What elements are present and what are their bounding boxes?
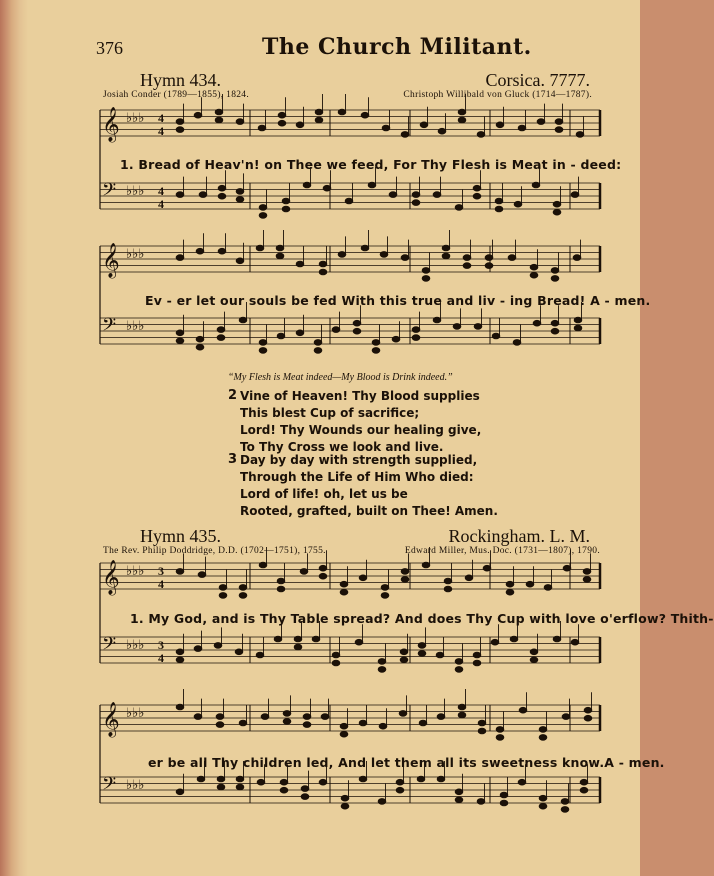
svg-text:3: 3 — [158, 638, 164, 652]
verse-line: This blest Cup of sacrifice; — [240, 406, 420, 420]
hymn-number: Hymn 434. — [140, 70, 221, 90]
treble-clef-icon: 𝄞 — [102, 702, 120, 737]
bass-clef-icon: 𝄢 — [102, 774, 117, 799]
tune-name: Corsica. 7777. — [485, 70, 590, 90]
lyric-line: er be all Thy children led, And let them all its sweetness know.A - men. — [148, 755, 665, 770]
svg-text:3: 3 — [158, 564, 164, 578]
flat-icon: ♭♭♭ — [126, 246, 145, 261]
svg-text:4: 4 — [158, 651, 164, 665]
lyric-line: Ev - er let our souls be fed With this true and liv - ing Bread! A - men. — [145, 293, 651, 308]
verse-lines — [240, 452, 498, 520]
running-title: The Church Militant. — [262, 34, 532, 60]
lyric-line: 1. Bread of Heav'n! on Thee we feed, For Thy Flesh is Meat in - deed: — [120, 157, 622, 172]
bass-clef-icon: 𝄢 — [102, 180, 117, 205]
tune-name: Rockingham. L. M. — [448, 526, 590, 546]
svg-text:4: 4 — [158, 124, 164, 138]
flat-icon: ♭♭♭ — [126, 563, 145, 578]
verse-line: Rooted, grafted, built on Thee! Amen. — [240, 504, 498, 518]
verse-line: Vine of Heaven! Thy Blood supplies — [240, 389, 480, 403]
verse-lines — [240, 388, 481, 456]
composer-credit: Edward Miller, Mus. Doc. (1731—1807), 1790. — [404, 546, 600, 556]
page-number: 376 — [96, 38, 123, 58]
author-credit: Josiah Conder (1789—1855), 1824. — [103, 90, 250, 100]
treble-clef-icon: 𝄞 — [102, 560, 120, 595]
verse-line: Lord! Thy Wounds our healing give, — [240, 423, 482, 437]
flat-icon: ♭♭♭ — [126, 705, 145, 720]
author-credit: The Rev. Philip Doddridge, D.D. (1702—1751), 1755. — [103, 546, 326, 556]
flat-icon: ♭♭♭ — [126, 637, 145, 652]
svg-text:4: 4 — [158, 184, 164, 198]
svg-text:4: 4 — [158, 197, 164, 211]
treble-clef-icon: 𝄞 — [102, 243, 120, 278]
verse-line: Day by day with strength supplied, — [240, 453, 478, 467]
flat-icon: ♭♭♭ — [126, 183, 145, 198]
flat-icon: ♭♭♭ — [126, 110, 145, 125]
svg-text:4: 4 — [158, 111, 164, 125]
bass-clef-icon: 𝄢 — [102, 315, 117, 340]
verse-line: To Thy Cross we look and live. — [240, 440, 444, 454]
flat-icon: ♭♭♭ — [126, 318, 145, 333]
verse-number: 2 — [228, 388, 238, 403]
hymn-number: Hymn 435. — [140, 526, 221, 546]
bass-clef-icon: 𝄢 — [102, 634, 117, 659]
verse-line: Lord of life! oh, let us be — [240, 487, 408, 501]
svg-text:4: 4 — [158, 577, 164, 591]
verse-number: 3 — [228, 452, 238, 467]
composer-credit: Christoph Willibald von Gluck (1714—1787). — [403, 90, 592, 100]
epigraph: “My Flesh is Meat indeed—My Blood is Drink indeed.” — [228, 372, 453, 383]
lyric-line: 1. My God, and is Thy Table spread? And does Thy Cup with love o'erflow? Thith- — [130, 611, 714, 626]
treble-clef-icon: 𝄞 — [102, 107, 120, 142]
flat-icon: ♭♭♭ — [126, 777, 145, 792]
verse-line: Through the Life of Him Who died: — [240, 470, 474, 484]
